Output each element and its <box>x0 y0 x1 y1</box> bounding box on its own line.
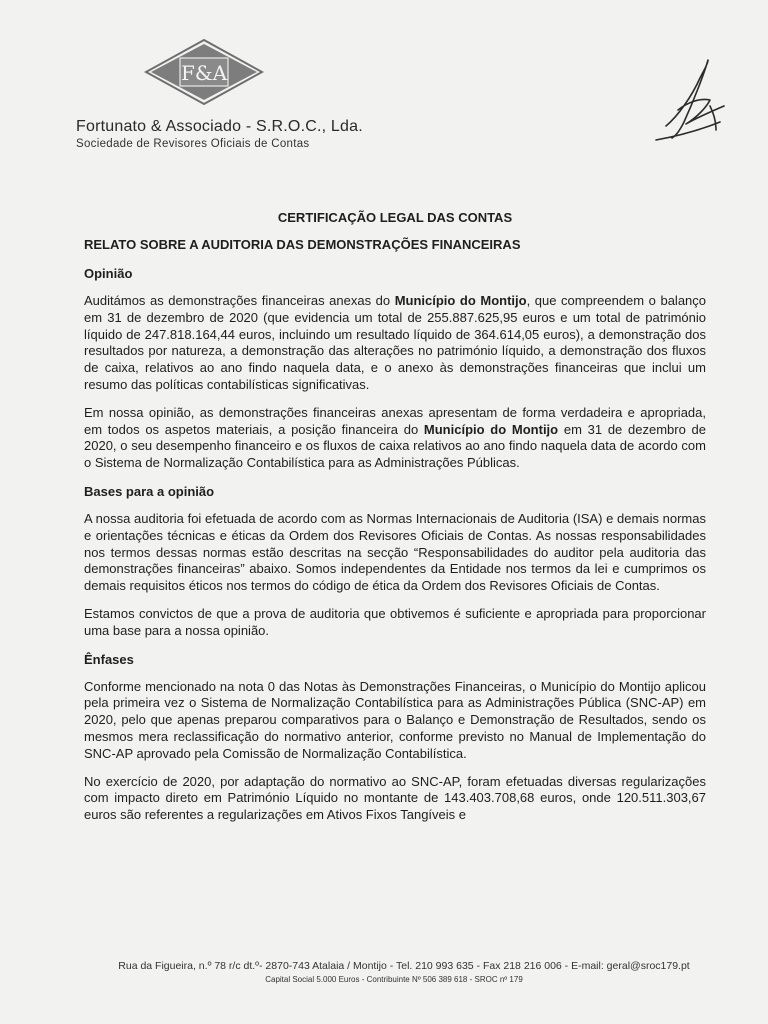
document-title: CERTIFICAÇÃO LEGAL DAS CONTAS <box>277 210 513 225</box>
section-title: RELATO SOBRE A AUDITORIA DAS DEMONSTRAÇÕES FINANCEIRAS <box>84 237 521 252</box>
paragraph-opiniao-1: Auditámos as demonstrações financeiras anexas do Município do Montijo, que compreendem o balanço em 31 de dezembro de 2020 (que evidencia um total de 255.887.625,95 euros e um total de património líquido de 247.818.164,44 euros, incluindo um resultado líquido de 364.614,05 euros), a demonstração dos resultados por natureza, a demonstração das alterações no património líquido, a demonstração dos fluxos de caixa, relativos ao ano findo naquela data, e o anexo às demonstrações financeiras que inclui um resumo das políticas contabilísticas significativas. <box>84 293 707 392</box>
company-logo <box>144 38 264 106</box>
footer-address: Rua da Figueira, n.º 78 r/c dt.º- 2870-743 Atalaia / Montijo - Tel. 210 993 635 - Fax 218 216 006 - E-mail: geral@sroc179.pt <box>118 960 690 972</box>
heading-opiniao: Opinião <box>84 266 133 281</box>
paragraph-bases-2: Estamos convictos de que a prova de auditoria que obtivemos é suficiente e apropriada para proporcionar uma base para a nossa opinião. <box>84 605 706 638</box>
heading-enfases: Ênfases <box>84 651 134 667</box>
entity-name: Município do Montijo <box>394 293 527 308</box>
paragraph-enfases-2: No exercício de 2020, por adaptação do normativo ao SNC-AP, foram efetuadas diversas regularizações com impacto direto em Património Líquido no montante de 143.403.708,68 euros, onde 120.511.303,67 euros são referentes a regularizações em Ativos Fixos Tangíveis e <box>84 773 706 823</box>
paragraph-enfases-1: Conforme mencionado na nota 0 das Notas às Demonstrações Financeiras, o Município do Montijo aplicou pela primeira vez o Sistema de Normalização Contabilística para as Administrações Pública (SNC-AP) em 2020, pelo que apenas preparou comparativos para o Balanço e Demonstração de Resultados, sendo os mesmos mera reclassificação do normativo anterior, conforme previsto no Manual de Implementação do SNC-AP aprovado pela Comissão de Normalização Contabilística. <box>84 678 706 761</box>
firm-subtitle: Sociedade de Revisores Oficiais de Contas <box>76 138 310 150</box>
footer-registration: Capital Social 5.000 Euros - Contribuinte Nº 506 389 618 - SROC nº 179 <box>265 975 523 984</box>
firm-name: Fortunato & Associado - S.R.O.C., Lda. <box>76 118 363 135</box>
logo-text: F&A <box>180 61 228 85</box>
page-footer <box>0 960 768 984</box>
report-content <box>84 210 706 835</box>
paragraph-bases-1: A nossa auditoria foi efetuada de acordo com as Normas Internacionais de Auditoria (ISA) e demais normas e orientações técnicas e éticas da Ordem dos Revisores Oficiais de Contas. As nossas responsabilidades nos termos dessas normas estão descritas na secção “Responsabilidades do auditor pela auditoria das demonstrações financeiras” abaixo. Somos independentes da Entidade nos termos da lei e cumprimos os demais requisitos éticos nos termos do código de ética da Ordem dos Revisores Oficiais de Contas. <box>84 510 706 594</box>
heading-bases: Bases para a opinião <box>84 483 215 499</box>
entity-name: Município do Montijo <box>423 421 559 437</box>
paragraph-opiniao-2: Em nossa opinião, as demonstrações financeiras anexas apresentam de forma verdadeira e apropriada, em todos os aspetos materiais, a posição financeira do Município do Montijo em 31 de dezembro de 2020, o seu desempenho financeiro e os fluxos de caixa relativos ao ano findo naquela data de acordo com o Sistema de Normalização Contabilística para as Administrações Públicas. <box>84 404 707 471</box>
signature <box>648 56 740 148</box>
firm-block <box>76 118 363 150</box>
